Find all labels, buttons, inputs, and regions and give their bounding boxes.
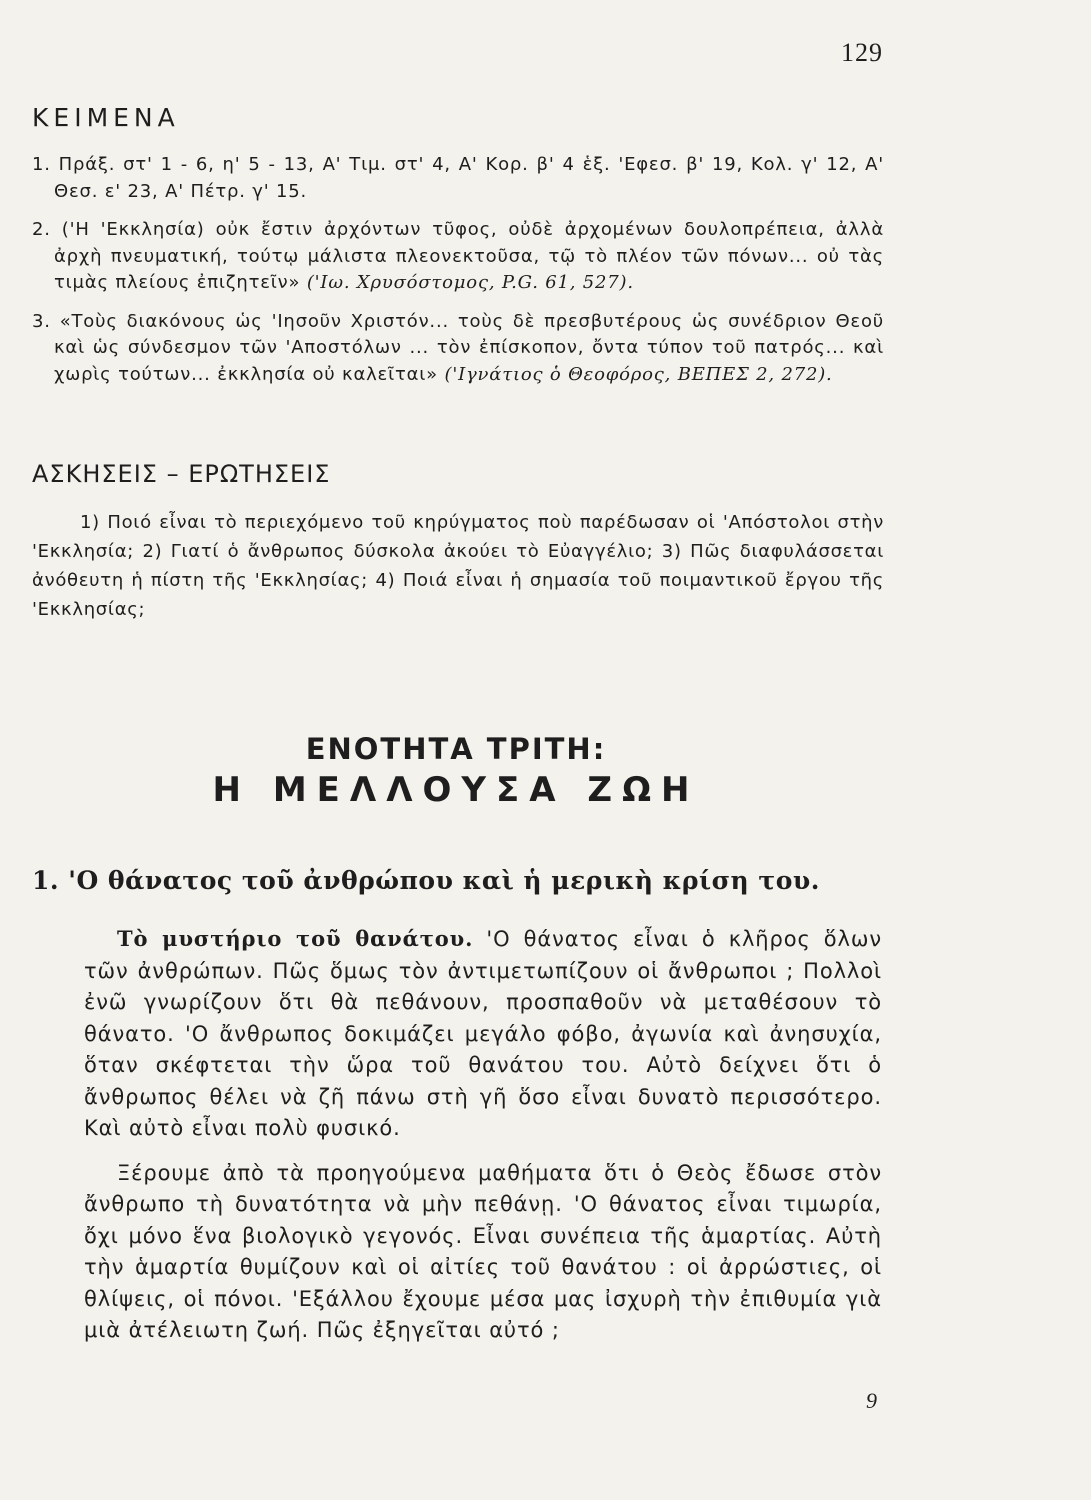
signature-mark: 9 (866, 1388, 877, 1413)
text-item-1-body: 1. Πράξ. στ' 1 - 6, η' 5 - 13, Α' Τιμ. στ' 4, Α' Κορ. β' 4 ἑξ. 'Εφεσ. β' 19, Κολ. γ' 12, Α' Θεσ. ε' 23, Α' Πέτρ. γ' 15. (32, 154, 884, 202)
body-text (84, 923, 882, 1360)
page-number: 129 (841, 38, 883, 67)
text-item-3-citation: ('Ιγνάτιος ὁ Θεοφόρος, ΒΕΠΕΣ 2, 272). (444, 363, 833, 385)
text-item-3 (32, 309, 884, 389)
paragraph-2: Ξέρουμε ἀπὸ τὰ προηγούμενα μαθήματα ὅτι ὁ Θεὸς ἔδωσε στὸν ἄνθρωπο τὴ δυνατότητα νὰ μὴν πεθάνῃ. 'Ο θάνατος εἶναι τιμωρία, ὄχι μόνο ἕνα βιολογικὸ γεγονός. Εἶναι συνέπεια τῆς ἁμαρτίας. Αὐτὴ τὴν ἁμαρτία θυμίζουν καὶ οἱ αἰτίες τοῦ θανάτου : οἱ ἀρρώστιες, οἱ θλίψεις, οἱ πόνοι. 'Εξάλλου ἔχουμε μέσα μας ἰσχυρὴ τὴν ἐπιθυμία γιὰ μιὰ ἀτέλειωτη ζωή. Πῶς ἐξηγεῖται αὐτό ; (84, 1160, 882, 1342)
text-item-2-body: 2. ('Η 'Εκκλησία) οὐκ ἔστιν ἀρχόντων τῦφος, οὐδὲ ἀρχομένων δουλοπρέπεια, ἀλλὰ ἀρχὴ πνευματική, τούτῳ μάλιστα πλεονεκτοῦσα, τῷ τὸ πλέον τῶν πόνων... οὐ τὰς τιμὰς πλείους ἐπιζητεῖν» (32, 219, 884, 293)
unit-title: ΕΝΟΤΗΤΑ ΤΡΙΤΗ: (305, 732, 607, 766)
paragraph-1 (84, 923, 882, 1145)
paragraph-1-lead: Τὸ μυστήριο τοῦ θανάτου. (117, 926, 474, 951)
texts-heading: ΚΕΙΜΕΝΑ (32, 103, 180, 132)
text-item-2 (32, 217, 884, 297)
exercises-text: 1) Ποιό εἶναι τὸ περιεχόμενο τοῦ κηρύγματος ποὺ παρέδωσαν οἱ 'Απόστολοι στὴν 'Εκκλησία; 2) Γιατί ὁ ἄνθρωπος δύσκολα ἀκούει τὸ Εὐαγγέλιο; 3) Πῶς διαφυλάσσεται ἀνόθευτη ἡ πίστη τῆς 'Εκκλησίας; 4) Ποιά εἶναι ἡ σημασία τοῦ ποιμαντικοῦ ἔργου τῆς 'Εκκλησίας; (32, 512, 884, 620)
exercises-heading: ΑΣΚΗΣΕΙΣ – ΕΡΩΤΗΣΕΙΣ (32, 460, 331, 488)
chapter-title: 1. 'Ο θάνατος τοῦ ἀνθρώπου καὶ ἡ μερικὴ κρίση του. (32, 866, 820, 895)
text-item-3-body: 3. «Τοὺς διακόνους ὡς 'Ιησοῦν Χριστόν... τοὺς δὲ πρεσβυτέρους ὡς συνέδριον Θεοῦ καὶ ὡς σύνδεσμον τῶν 'Αποστόλων ... τὸν ἐπίσκοπον, ὄντα τύπον τοῦ πατρός... καὶ χωρὶς τούτων... ἐκκλησία οὐ καλεῖται» (32, 310, 884, 385)
text-item-2-citation: ('Ιω. Χρυσόστομος, P.G. 61, 527). (306, 272, 634, 293)
text-item-1 (32, 152, 884, 205)
texts-list (32, 152, 884, 400)
unit-subtitle: Η ΜΕΛΛΟΥΣΑ ΖΩΗ (212, 770, 700, 810)
paragraph-1-text: 'Ο θάνατος εἶναι ὁ κλῆρος ὅλων τῶν ἀνθρώπων. Πῶς ὅμως τὸν ἀντιμετωπίζουν οἱ ἄνθρωποι ; Πολλοὶ ἐνῶ γνωρίζουν ὅτι θὰ πεθάνουν, προσπαθοῦν νὰ μεταθέσουν τὸ θάνατο. 'Ο ἄνθρωπος δοκιμάζει μεγάλο φόβο, ἀγωνία καὶ ἀνησυχία, ὅταν σκέφτεται τὴν ὥρα τοῦ θανάτου του. Αὐτὸ δείχνει ὅτι ὁ ἄνθρωπος θέλει νὰ ζῆ πάνω στὴ γῆ ὅσο εἶναι δυνατὸ περισσότερο. Καὶ αὐτὸ εἶναι πολὺ φυσικό. (84, 927, 883, 1140)
